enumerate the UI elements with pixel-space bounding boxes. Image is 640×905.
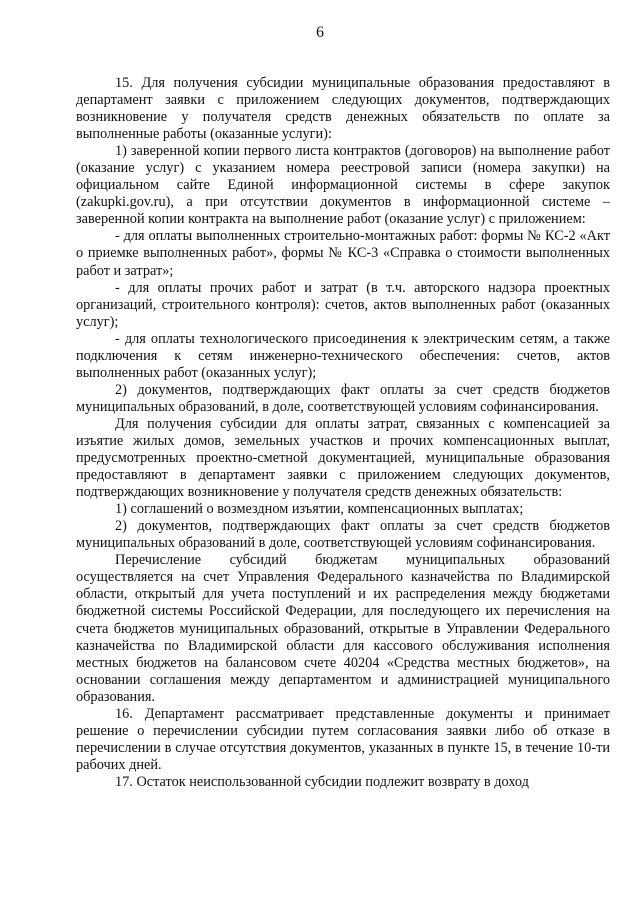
paragraph-15: 15. Для получения субсидии муниципальные образования предоставляют в департамент заявки с приложением следующих документов, подтверждающих возникновение у получателя средств денежных обязательств по оплате за выполненные работы (оказанные услуги):	[76, 75, 610, 143]
paragraph-17: 17. Остаток неиспользованной субсидии подлежит возврату в доход	[115, 773, 529, 790]
paragraph-compensation-item-2: 2) документов, подтверждающих факт оплаты за счет средств бюджетов муниципальных образований в доле, соответствующей условиям софинансирования.	[76, 518, 610, 552]
paragraph-15-item-1-sub-b: - для оплаты прочих работ и затрат (в т.ч. авторского надзора проектных организаций, строительного контроля): счетов, актов выполненных работ (оказанных услуг);	[76, 279, 610, 330]
paragraph-15-item-1-sub-a: - для оплаты выполненных строительно-монтажных работ: формы № КС-2 «Акт о приемке выполненных работ», формы № КС-3 «Справка о стоимости выполненных работ и затрат»;	[76, 228, 610, 279]
paragraph-15-item-2: 2) документов, подтверждающих факт оплаты за счет средств бюджетов муниципальных образований, в доле, соответствующей условиям софинансирования.	[76, 381, 610, 415]
paragraph-compensation: Для получения субсидии для оплаты затрат, связанных с компенсацией за изъятие жилых домов, земельных участков и прочих компенсационных выплат, предусмотренных проектно-сметной документацией, муниципальные образования предоставляют в департамент заявки с приложением следующих документов, подтверждающих возникновение у получателя средств денежных обязательств:	[76, 415, 610, 501]
paragraph-transfer: Перечисление субсидий бюджетам муниципальных образований осуществляется на счет Управления Федерального казначейства по Владимирской области, открытый для учета поступлений и их распределения между бюджетами бюджетной системы Российской Федерации, для последующего их перечисления на счета бюджетов муниципальных образований, открытые в Управлении Федерального казначейства по Владимирской области для кассового обслуживания исполнения местных бюджетов на балансовом счете 40204 «Средства местных бюджетов», на основании соглашения между департаментом и администрацией муниципального образования.	[76, 552, 610, 705]
paragraph-16: 16. Департамент рассматривает представленные документы и принимает решение о перечислении субсидии путем согласования заявки либо об отказе в перечислении в случае отсутствия документов, указанных в пункте 15, в течение 10-ти рабочих дней.	[76, 705, 610, 773]
page-number: 6	[316, 24, 324, 41]
paragraph-15-item-1-sub-c: - для оплаты технологического присоединения к электрическим сетям, а также подключения к сетям инженерно-технического обеспечения: счетов, актов выполненных работ (оказанных услуг);	[76, 330, 610, 381]
paragraph-15-item-1: 1) заверенной копии первого листа контрактов (договоров) на выполнение работ (оказание услуг) с указанием номера реестровой записи (номера закупки) на официальном сайте Единой информационной системы в сфере закупок (zakupki.gov.ru), а при отсутствии документов в информационной системе – заверенной копии контракта на выполнение работ (оказание услуг) с приложением:	[76, 143, 610, 228]
paragraph-compensation-item-1: 1) соглашений о возмездном изъятии, компенсационных выплатах;	[115, 501, 524, 518]
body-text	[76, 75, 610, 791]
